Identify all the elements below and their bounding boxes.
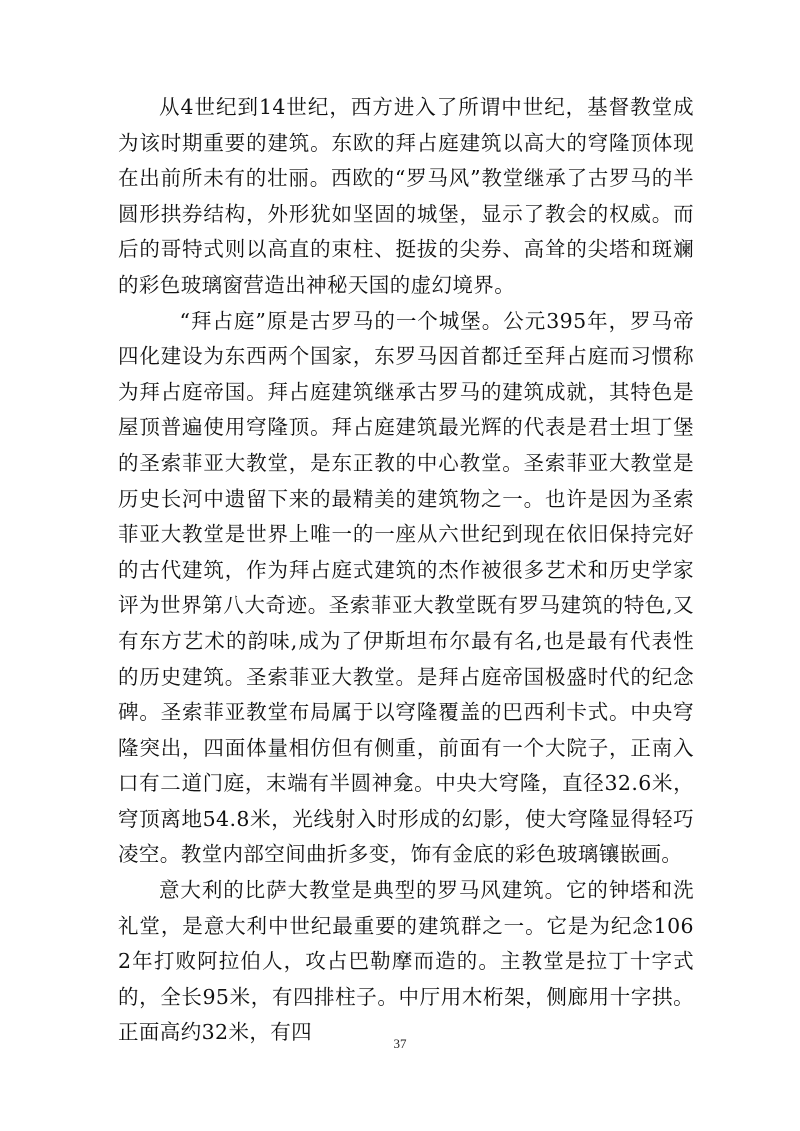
body-text	[118, 90, 694, 1051]
page-number: 37	[393, 1036, 407, 1051]
paragraph-medieval-architecture: 从4世纪到14世纪，西方进入了所谓中世纪，基督教堂成为该时期重要的建筑。东欧的拜占庭建筑以高大的穹隆顶体现在出前所未有的壮丽。西欧的“罗马风”教堂继承了古罗马的半圆形拱券结构，外形犹如坚固的城堡，显示了教会的权威。而后的哥特式则以高直的束柱、挺拔的尖券、高耸的尖塔和斑斓的彩色玻璃窗营造出神秘天国的虚幻境界。	[118, 95, 694, 297]
paragraph-pisa-cathedral: 意大利的比萨大教堂是典型的罗马风建筑。它的钟塔和洗礼堂，是意大利中世纪最重要的建筑群之一。它是为纪念1062年打败阿拉伯人，攻占巴勒摩而造的。主教堂是拉丁十字式的，全长95米，有四排柱子。中厅用木桁架，侧廊用十字拱。正面高约32米，有四	[118, 878, 694, 1045]
paragraph-byzantine-architecture: “拜占庭”原是古罗马的一个城堡。公元395年，罗马帝四化建设为东西两个国家，东罗马因首都迁至拜占庭而习惯称为拜占庭帝国。拜占庭建筑继承古罗马的建筑成就，其特色是屋顶普遍使用穹隆顶。拜占庭建筑最光辉的代表是君士坦丁堡的圣索菲亚大教堂，是东正教的中心教堂。圣索菲亚大教堂是历史长河中遗留下来的最精美的建筑物之一。也许是因为圣索菲亚大教堂是世界上唯一的一座从六世纪到现在依旧保持完好的古代建筑，作为拜占庭式建筑的杰作被很多艺术和历史学家评为世界第八大奇迹。圣索菲亚大教堂既有罗马建筑的特色,又有东方艺术的韵味,成为了伊斯坦布尔最有名,也是最有代表性的历史建筑。圣索菲亚大教堂。是拜占庭帝国极盛时代的纪念碑。圣索菲亚教堂布局属于以穹隆覆盖的巴西利卡式。中央穹隆突出，四面体量相仿但有侧重，前面有一个大院子，正南入口有二道门庭，末端有半圆神龛。中央大穹隆，直径32.6米，穹顶离地54.8米，光线射入时形成的幻影，使大穹隆显得轻巧凌空。教堂内部空间曲折多变，饰有金底的彩色玻璃镶嵌画。	[118, 308, 694, 867]
